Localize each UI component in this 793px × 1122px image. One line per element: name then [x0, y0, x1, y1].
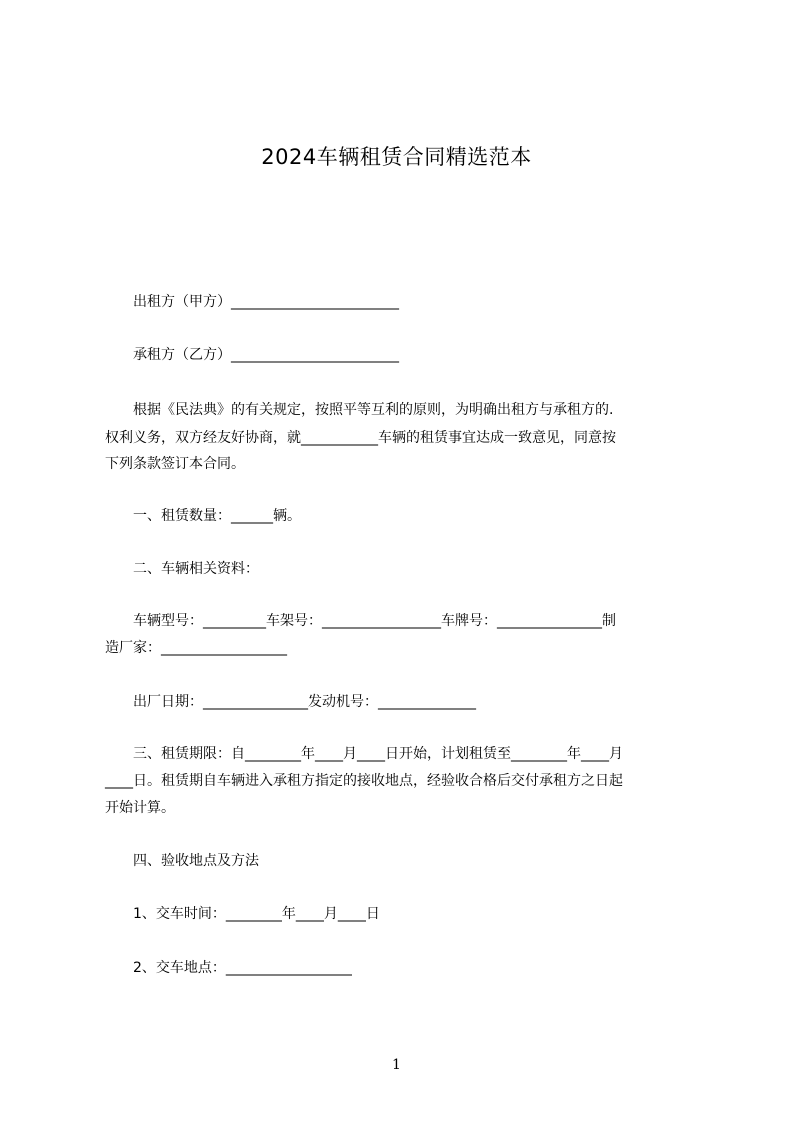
page-number: 1	[392, 1057, 401, 1073]
clause-2-heading: 二、车辆相关资料：	[105, 561, 259, 577]
lessor-party-line: 出租方（甲方）________________________	[105, 294, 399, 310]
vehicle-info-line-2: 造厂家：__________________	[105, 640, 287, 656]
preamble-line-1: 根据《民法典》的有关规定，按照平等互利的原则，为明确出租方与承租方的.	[105, 402, 614, 418]
delivery-time-line: 1、交车时间：________年____月____日	[105, 906, 380, 922]
lessee-party-line: 承租方（乙方）________________________	[105, 347, 399, 363]
clause-3-line-1: 三、租赁期限：自________年____月____日开始，计划租赁至________年____月	[105, 746, 623, 762]
preamble-line-3: 下列条款签订本合同。	[105, 456, 245, 472]
preamble-line-2: 权利义务，双方经友好协商，就___________车辆的租赁事宜达成一致意见，同意按	[105, 430, 616, 446]
manufacture-date-line: 出厂日期：_______________发动机号：______________	[105, 694, 476, 710]
vehicle-info-line-1: 车辆型号：_________车架号：_________________车牌号：_______________制	[105, 613, 616, 629]
delivery-place-line: 2、交车地点：__________________	[105, 960, 352, 976]
document-title: 2024车辆租赁合同精选范本	[261, 145, 532, 169]
clause-1-quantity: 一、租赁数量：______辆。	[105, 508, 301, 524]
clause-3-line-2: ____日。租赁期自车辆进入承租方指定的接收地点，经验收合格后交付承租方之日起	[105, 773, 623, 789]
clause-4-heading: 四、验收地点及方法	[105, 853, 259, 869]
clause-3-line-3: 开始计算。	[105, 800, 175, 816]
